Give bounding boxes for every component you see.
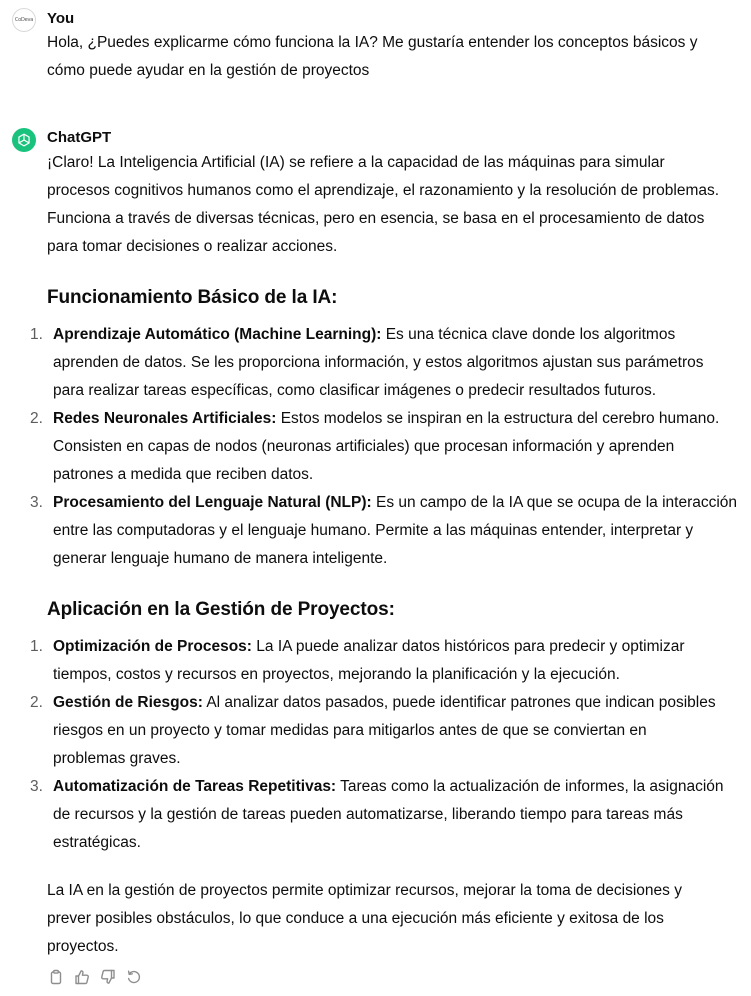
list-item xyxy=(0,633,748,689)
list-item xyxy=(0,689,748,773)
list-item-line: entre las computadoras y el lenguaje humano. Permite a las máquinas entender, interpretar y xyxy=(53,522,694,539)
list-item-line: para realizar tareas específicas, como clasificar imágenes o predecir resultados futuros. xyxy=(53,382,657,399)
list-item-term: Automatización de Tareas Repetitivas: xyxy=(53,778,337,795)
section-heading-basics: Funcionamiento Básico de la IA: xyxy=(47,287,338,308)
conclusion-line: proyectos. xyxy=(47,938,119,955)
list-item xyxy=(0,321,748,405)
list-item-line: aprenden de datos. Se les proporciona información, y estos algoritmos ajustan sus parámetros xyxy=(53,354,704,371)
message-actions xyxy=(47,967,143,987)
conclusion-line: La IA en la gestión de proyectos permite optimizar recursos, mejorar la toma de decisiones y xyxy=(47,882,682,899)
assistant-conclusion xyxy=(47,877,747,961)
list-number: 1. xyxy=(30,638,43,655)
list-item xyxy=(0,489,748,573)
conclusion-line: prever posibles obstáculos, lo que conduce a una ejecución más eficiente y exitosa de los xyxy=(47,910,664,927)
thumbs-down-icon xyxy=(100,969,116,985)
list-item-text: Es un campo de la IA que se ocupa de la interacción xyxy=(371,494,738,511)
list-item-text: La IA puede analizar datos históricos para predecir y optimizar xyxy=(251,638,685,655)
list-item-text: Es una técnica clave donde los algoritmos xyxy=(381,326,676,343)
list-item xyxy=(0,405,748,489)
list-item-line: riesgos en un proyecto y tomar medidas para mitigarlos antes de que se conviertan en xyxy=(53,722,647,739)
thumbs-up-button[interactable] xyxy=(73,967,91,987)
list-item xyxy=(0,773,748,857)
intro-line: para tomar decisiones o realizar acciones. xyxy=(47,238,338,255)
user-message-line: Hola, ¿Puedes explicarme cómo funciona la IA? Me gustaría entender los conceptos básicos y xyxy=(47,34,698,51)
user-message-text xyxy=(47,29,747,85)
section-heading-project-management: Aplicación en la Gestión de Proyectos: xyxy=(47,599,395,620)
list-number: 2. xyxy=(30,410,43,427)
list-item-text: Tareas como la actualización de informes, la asignación xyxy=(336,778,724,795)
intro-line: ¡Claro! La Inteligencia Artificial (IA) se refiere a la capacidad de las máquinas para simular xyxy=(47,154,665,171)
basics-list xyxy=(0,321,751,573)
thumbs-up-icon xyxy=(74,969,90,985)
list-number: 3. xyxy=(30,494,43,511)
project-management-list xyxy=(0,633,751,857)
copy-icon xyxy=(48,969,64,985)
user-avatar xyxy=(12,8,36,32)
list-item-line: estratégicas. xyxy=(53,834,141,851)
openai-logo-icon xyxy=(16,132,32,148)
intro-line: procesos cognitivos humanos como el aprendizaje, el razonamiento y la resolución de problemas. xyxy=(47,182,720,199)
list-number: 3. xyxy=(30,778,43,795)
regenerate-button[interactable] xyxy=(125,967,143,987)
regenerate-icon xyxy=(126,969,142,985)
thumbs-down-button[interactable] xyxy=(99,967,117,987)
list-number: 1. xyxy=(30,326,43,343)
intro-line: Funciona a través de diversas técnicas, pero en esencia, se basa en el procesamiento de datos xyxy=(47,210,705,227)
list-item-line: Consisten en capas de nodos (neuronas artificiales) que procesan información y aprenden xyxy=(53,438,675,455)
chatgpt-avatar xyxy=(12,128,36,152)
list-item-line: de recursos y la gestión de tareas pueden automatizarse, liberando tiempo para tareas más xyxy=(53,806,683,823)
list-item-term: Redes Neuronales Artificiales: xyxy=(53,410,277,427)
list-item-term: Optimización de Procesos: xyxy=(53,638,252,655)
list-item-term: Aprendizaje Automático (Machine Learning): xyxy=(53,326,382,343)
list-item-line: problemas graves. xyxy=(53,750,181,767)
list-number: 2. xyxy=(30,694,43,711)
user-author-name: You xyxy=(47,10,75,27)
list-item-text: Al analizar datos pasados, puede identificar patrones que indican posibles xyxy=(202,694,716,711)
user-message-line: cómo puede ayudar en la gestión de proyectos xyxy=(47,62,370,79)
list-item-term: Procesamiento del Lenguaje Natural (NLP): xyxy=(53,494,372,511)
assistant-intro xyxy=(47,149,747,261)
list-item-line: patrones a medida que reciben datos. xyxy=(53,466,314,483)
list-item-text: Estos modelos se inspiran en la estructura del cerebro humano. xyxy=(276,410,720,427)
user-avatar-logo: CoDeva xyxy=(14,17,34,23)
assistant-author-name: ChatGPT xyxy=(47,129,112,146)
copy-button[interactable] xyxy=(47,967,65,987)
list-item-line: generar lenguaje humano de manera inteligente. xyxy=(53,550,388,567)
list-item-term: Gestión de Riesgos: xyxy=(53,694,203,711)
list-item-line: tiempos, costos y recursos en proyectos, mejorando la planificación y la ejecución. xyxy=(53,666,620,683)
